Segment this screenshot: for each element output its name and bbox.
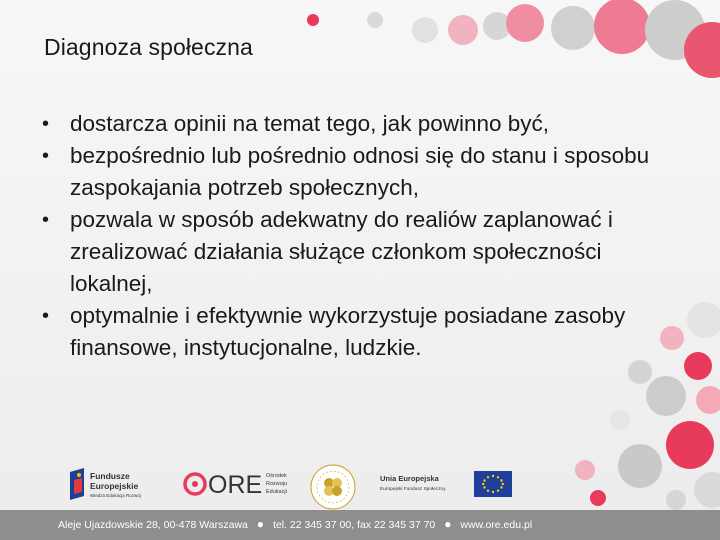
circle-right-12 <box>590 490 606 506</box>
circle-right-7 <box>610 410 630 430</box>
circle-right-10 <box>694 472 720 508</box>
footer-separator: ● <box>444 517 452 531</box>
ue-line1: Unia Europejska <box>380 474 439 483</box>
bullet-text: dostarcza opinii na temat tego, jak powinno być, <box>70 111 550 136</box>
seal-logo <box>308 462 358 512</box>
bullet-marker: • <box>42 305 50 327</box>
circle-top-pink-4 <box>594 0 650 54</box>
footer-phone: tel. 22 345 37 00, fax 22 345 37 70 <box>272 519 436 531</box>
bullet-text: pozwala w sposób adekwatny do realiów zaplanować i zrealizować działania służące członkom społeczności lokalnej, <box>70 207 613 296</box>
footer-contact <box>58 517 532 531</box>
logos-bar <box>60 462 480 506</box>
ore-line1: Ośrodek <box>266 473 287 479</box>
fundusze-line3: Wiedza Edukacja Rozwój <box>90 493 141 498</box>
circle-right-6 <box>696 386 720 414</box>
ore-mark: ORE <box>208 471 263 499</box>
circle-top-pink-2 <box>448 15 478 45</box>
ore-line2: Rozwoju <box>266 481 288 487</box>
bullet-item <box>42 108 672 140</box>
ore-logo <box>182 464 297 504</box>
circle-right-13 <box>666 490 686 510</box>
circle-right-1 <box>687 302 720 338</box>
bullet-marker: • <box>42 113 50 135</box>
unia-europejska-logo <box>378 468 518 500</box>
bullet-marker: • <box>42 209 50 231</box>
circle-top-pink-3 <box>506 4 544 42</box>
circle-right-11 <box>575 460 595 480</box>
fundusze-line1: Fundusze <box>90 471 130 481</box>
bullet-list <box>42 108 672 364</box>
bullet-marker: • <box>42 145 50 167</box>
footer-address: Aleje Ujazdowskie 28, 00-478 Warszawa <box>58 519 248 531</box>
fundusze-europejskie-logo <box>66 466 186 502</box>
bullet-item <box>42 140 672 204</box>
bullet-text: optymalnie i efektywnie wykorzystuje posiadane zasoby finansowe, instytucjonalne, ludzkie. <box>70 303 626 360</box>
footer-bar <box>0 510 720 540</box>
circle-right-5 <box>646 376 686 416</box>
footer-website-link[interactable]: www.ore.edu.pl <box>460 519 533 531</box>
circle-top-pink <box>307 14 319 26</box>
bullet-item <box>42 300 672 364</box>
circle-top-gray-4 <box>551 6 595 50</box>
circle-top-gray-2 <box>412 17 438 43</box>
ore-line3: Edukacji <box>266 489 287 495</box>
footer-separator: ● <box>256 517 265 531</box>
bullet-item <box>42 204 672 300</box>
ue-line2: Europejski Fundusz Społeczny <box>380 487 446 492</box>
circle-right-3 <box>684 352 712 380</box>
bullet-text: bezpośrednio lub pośrednio odnosi się do stanu i sposobu zaspokajania potrzeb społecznych, <box>70 143 650 200</box>
fundusze-line2: Europejskie <box>90 481 139 491</box>
circle-top-gray-1 <box>367 12 383 28</box>
circle-right-9 <box>618 444 662 488</box>
circle-right-8 <box>666 421 714 469</box>
slide-title: Diagnoza społeczna <box>44 34 253 60</box>
